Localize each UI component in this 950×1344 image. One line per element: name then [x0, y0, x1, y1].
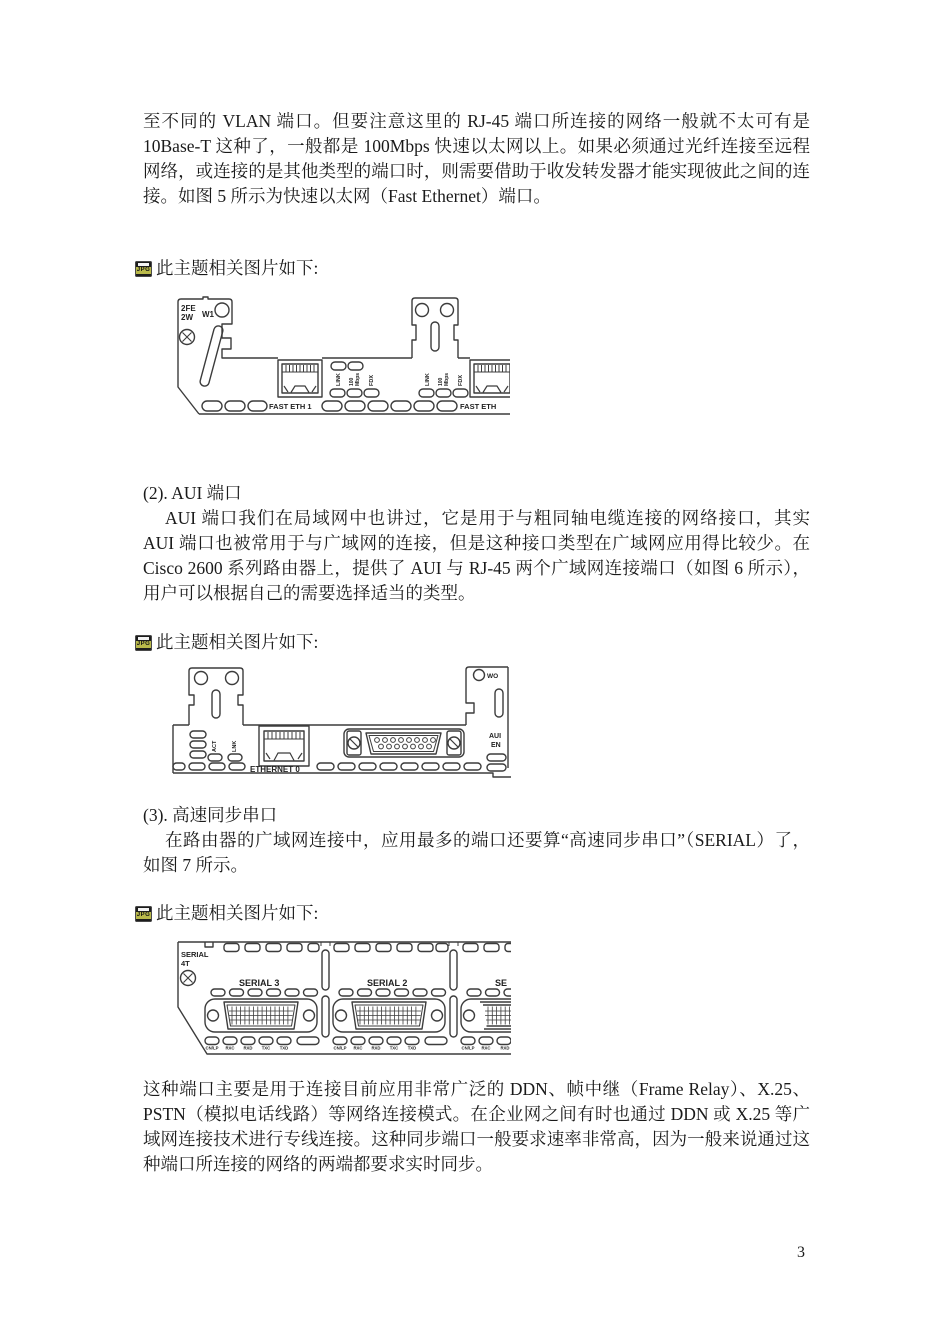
label-en: EN	[491, 742, 501, 749]
led-label-txd-2: TXD	[407, 1045, 417, 1051]
label-module-serial: SERIAL	[181, 950, 209, 959]
figure-serial-4t-module	[171, 937, 511, 1056]
led-label-rxd-1: RXD	[243, 1045, 253, 1051]
caption-text: 此主题相关图片如下:	[156, 903, 319, 923]
label-w1: W1	[202, 310, 214, 319]
led-label-cnlp-1: CN/LP	[205, 1045, 219, 1051]
led-label-100-2: 100	[438, 377, 444, 386]
section-aui-heading: (2). AUI 端口	[143, 483, 242, 503]
label-serial-cut: SE	[495, 978, 508, 988]
jpg-file-icon	[135, 261, 152, 277]
jpg-icon-label: JPG	[136, 911, 151, 918]
led-label-fdx-2: FDX	[458, 375, 464, 386]
jpg-icon-label: JPG	[136, 266, 151, 273]
label-serial-2: SERIAL 2	[367, 978, 408, 988]
led-label-cnlp-2: CN/LP	[333, 1045, 347, 1051]
section-serial-heading: (3). 高速同步串口	[143, 805, 278, 825]
figure-caption-2	[135, 630, 535, 655]
section-aui	[143, 481, 810, 606]
page-number: 3	[797, 1244, 805, 1261]
led-label-fdx-1: FDX	[369, 375, 375, 386]
label-aui: AUI	[489, 733, 502, 740]
led-label-100-1: 100	[349, 377, 355, 386]
jpg-file-icon	[135, 906, 152, 922]
label-module-2fe: 2FE	[181, 304, 196, 313]
jpg-file-icon	[135, 635, 152, 651]
section-serial	[143, 803, 810, 878]
label-serial-3: SERIAL 3	[239, 978, 280, 988]
figure-aui-ethernet-panel	[171, 665, 511, 779]
led-label-lnk: LNK	[232, 740, 238, 752]
led-label-rxc-1: RXC	[225, 1045, 235, 1051]
intro-paragraph: 至不同的 VLAN 端口。但要注意这里的 RJ-45 端口所连接的网络一般就不太可有是 10Base-T 这种了，一般都是 100Mbps 快速以太网以上。如果必须通过光纤连接至远程网络，或连接的是其他类型的端口时，则需要借助于收发转发器才能实现彼此之间的连接。如图 5 所示为快速以太网（Fast Ethernet）端口。	[143, 111, 810, 206]
led-label-mbps-1: Mbps	[355, 372, 361, 386]
led-label-rxd-3: RXD	[500, 1045, 510, 1051]
jpg-icon-label: JPG	[136, 640, 151, 647]
label-fast-eth-2: FAST ETH	[460, 402, 497, 411]
section-serial-body: 在路由器的广域网连接中，应用最多的端口还要算“高速同步串口”（SERIAL）了，如图 7 所示。	[143, 830, 810, 875]
label-module-2w: 2W	[181, 313, 193, 322]
led-label-act: ACT	[212, 740, 218, 752]
led-label-rxc-2: RXC	[353, 1045, 363, 1051]
caption-text: 此主题相关图片如下:	[156, 258, 319, 278]
label-w0: WO	[487, 673, 499, 680]
led-label-txc-1: TXC	[261, 1045, 271, 1051]
section-aui-body: AUI 端口我们在局域网中也讲过，它是用于与粗同轴电缆连接的网络接口，其实 AUI 端口也被常用于与广域网的连接，但是这种接口类型在广域网应用得比较少。在 Cisco 2600 系列路由器上，提供了 AUI 与 RJ-45 两个广域网连接端口（如图 6 所示），用户可以根据自己的需要选择适当的类型。	[143, 508, 810, 603]
figure-fast-ethernet-module	[170, 294, 510, 418]
led-label-txc-2: TXC	[389, 1045, 399, 1051]
led-label-rxc-3: RXC	[481, 1045, 491, 1051]
closing-paragraph: 这种端口主要是用于连接目前应用非常广泛的 DDN、帧中继（Frame Relay）、X.25、PSTN（模拟电话线路）等网络连接模式。在企业网之间有时也通过 DDN 或 X.25 等广域网连接技术进行专线连接。这种同步端口一般要求速率非常高，因为一般来说通过这种端口所连接的网络的两端都要求实时同步。	[143, 1079, 810, 1174]
led-label-link-1: LINK	[336, 373, 342, 386]
label-fast-eth-1: FAST ETH 1	[269, 402, 312, 411]
led-label-txd-1: TXD	[279, 1045, 289, 1051]
label-module-4t: 4T	[181, 959, 190, 968]
led-label-rxd-2: RXD	[371, 1045, 381, 1051]
led-label-cnlp-3: CN/LP	[461, 1045, 475, 1051]
figure-caption-1	[135, 256, 535, 281]
led-label-mbps-2: Mbps	[444, 372, 450, 386]
caption-text: 此主题相关图片如下:	[156, 632, 319, 652]
figure-caption-3	[135, 901, 535, 926]
led-label-link-2: LINK	[425, 373, 431, 386]
label-ethernet-0: ETHERNET 0	[250, 765, 300, 774]
